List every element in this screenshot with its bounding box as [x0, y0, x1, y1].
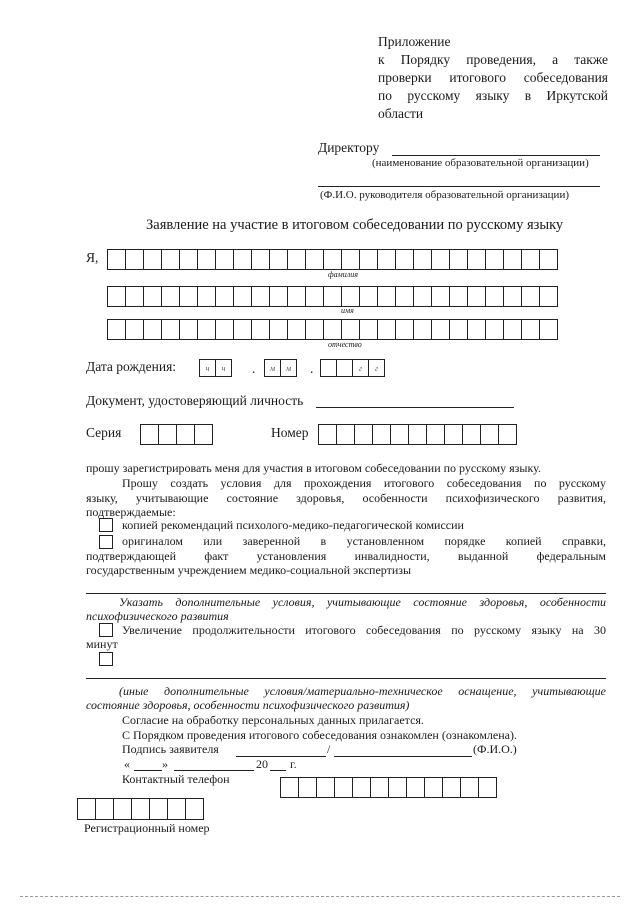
birth-month-cells[interactable] — [264, 359, 296, 377]
first-name-cell[interactable] — [125, 286, 144, 307]
birth-label: Дата рождения: — [86, 359, 177, 374]
series-cell[interactable] — [140, 424, 159, 445]
conditions-line-2: языку, учитывающие состояние здоровья, особенности психофизического развития, — [86, 491, 606, 505]
patronymic-cell[interactable] — [503, 319, 522, 340]
registration-cell[interactable] — [167, 798, 186, 820]
surname-cell[interactable] — [467, 249, 486, 270]
option-other-checkbox[interactable] — [99, 652, 113, 666]
patronymic-cell[interactable] — [269, 319, 288, 340]
birth-dot-2: . — [310, 361, 314, 376]
patronymic-cell[interactable] — [251, 319, 270, 340]
patronymic-cell[interactable] — [233, 319, 252, 340]
surname-cell[interactable] — [359, 249, 378, 270]
option-duration-line-1: Увеличение продолжительности итогового собеседования по русскому языку на 30 — [122, 623, 606, 637]
registration-cell[interactable] — [95, 798, 114, 820]
surname-caption: фамилия — [328, 270, 358, 279]
document-line[interactable] — [316, 407, 514, 408]
birth-day-cells[interactable] — [199, 359, 231, 377]
patronymic-cell[interactable] — [125, 319, 144, 340]
birth-day-cell[interactable]: ч — [215, 359, 232, 377]
divider-2 — [86, 678, 606, 679]
surname-cell[interactable] — [503, 249, 522, 270]
birth-year-cell[interactable] — [320, 359, 337, 377]
surname-cell[interactable] — [449, 249, 468, 270]
first-name-cell[interactable] — [161, 286, 180, 307]
surname-cell[interactable] — [107, 249, 126, 270]
registration-cells[interactable] — [77, 798, 203, 820]
option-disability-line-2: подтверждающей факт установления инвалидности, выданной федеральным — [86, 549, 606, 563]
first-name-cell[interactable] — [467, 286, 486, 307]
phone-cell[interactable] — [388, 777, 407, 798]
first-name-cell[interactable] — [431, 286, 450, 307]
surname-cell[interactable] — [521, 249, 540, 270]
number-cell[interactable] — [498, 424, 517, 445]
series-cells[interactable] — [140, 424, 212, 445]
patronymic-cell[interactable] — [179, 319, 198, 340]
surname-cell[interactable] — [539, 249, 558, 270]
patronymic-cell[interactable] — [467, 319, 486, 340]
patronymic-cell[interactable] — [413, 319, 432, 340]
patronymic-cell[interactable] — [305, 319, 324, 340]
appendix-line-2: проверки итогового собеседования — [378, 70, 608, 85]
first-name-cell[interactable] — [305, 286, 324, 307]
patronymic-cell[interactable] — [341, 319, 360, 340]
phone-cell[interactable] — [442, 777, 461, 798]
surname-cell[interactable] — [125, 249, 144, 270]
first-name-cell[interactable] — [503, 286, 522, 307]
surname-cell[interactable] — [287, 249, 306, 270]
first-name-cell[interactable] — [539, 286, 558, 307]
series-cell[interactable] — [158, 424, 177, 445]
birth-year-cells[interactable] — [320, 359, 384, 377]
registration-cell[interactable] — [185, 798, 204, 820]
patronymic-cell[interactable] — [449, 319, 468, 340]
surname-cell[interactable] — [143, 249, 162, 270]
phone-cell[interactable] — [478, 777, 497, 798]
surname-cells[interactable] — [107, 249, 557, 270]
patronymic-cell[interactable] — [323, 319, 342, 340]
surname-cell[interactable] — [305, 249, 324, 270]
patronymic-cell[interactable] — [143, 319, 162, 340]
patronymic-cell[interactable] — [485, 319, 504, 340]
patronymic-cell[interactable] — [377, 319, 396, 340]
option-duration-checkbox[interactable] — [99, 623, 113, 637]
registration-cell[interactable] — [113, 798, 132, 820]
number-cell[interactable] — [354, 424, 373, 445]
first-name-cells[interactable] — [107, 286, 557, 307]
patronymic-cell[interactable] — [395, 319, 414, 340]
request-paragraph: прошу зарегистрировать меня для участия в итоговом собеседовании по русскому языку. — [86, 461, 541, 475]
date-month-line[interactable] — [174, 770, 254, 771]
first-name-cell[interactable] — [197, 286, 216, 307]
birth-year-cell[interactable]: г — [368, 359, 385, 377]
number-cell[interactable] — [444, 424, 463, 445]
first-name-cell[interactable] — [269, 286, 288, 307]
first-name-cell[interactable] — [413, 286, 432, 307]
number-cell[interactable] — [408, 424, 427, 445]
other-conditions-hint-2: состояние здоровья, особенности психофизического развития) — [86, 698, 410, 712]
conditions-line-3: подтверждаемые: — [86, 505, 176, 519]
phone-cell[interactable] — [316, 777, 335, 798]
surname-cell[interactable] — [377, 249, 396, 270]
director-org-line[interactable] — [392, 155, 600, 156]
first-name-cell[interactable] — [449, 286, 468, 307]
birth-dot-1: . — [252, 361, 256, 376]
first-name-cell[interactable] — [395, 286, 414, 307]
birth-month-cell[interactable]: м — [280, 359, 297, 377]
number-cell[interactable] — [372, 424, 391, 445]
patronymic-cells[interactable] — [107, 319, 557, 340]
option-duration-line-2: минут — [86, 637, 118, 651]
phone-cells[interactable] — [280, 777, 496, 798]
phone-cell[interactable] — [370, 777, 389, 798]
first-name-cell[interactable] — [485, 286, 504, 307]
surname-cell[interactable] — [395, 249, 414, 270]
signature-fio-line[interactable] — [334, 756, 472, 757]
option-commission-label: копией рекомендаций психолого-медико-педагогической комиссии — [122, 518, 464, 532]
surname-cell[interactable] — [431, 249, 450, 270]
series-label: Серия — [86, 425, 122, 440]
first-name-cell[interactable] — [251, 286, 270, 307]
surname-cell[interactable] — [215, 249, 234, 270]
option-disability-checkbox[interactable] — [99, 535, 113, 549]
phone-cell[interactable] — [298, 777, 317, 798]
option-disability-line-1: оригиналом или заверенной в установленном порядке копией справки, — [122, 534, 606, 548]
option-commission-checkbox[interactable] — [99, 518, 113, 532]
appendix-line-3: по русскому языку в Иркутской — [378, 88, 608, 103]
registration-cell[interactable] — [77, 798, 96, 820]
first-name-cell[interactable] — [359, 286, 378, 307]
phone-label: Контактный телефон — [122, 772, 230, 786]
phone-cell[interactable] — [280, 777, 299, 798]
director-org-hint: (наименование образовательной организации) — [372, 157, 589, 169]
number-cell[interactable] — [318, 424, 337, 445]
patronymic-cell[interactable] — [161, 319, 180, 340]
date-open-quote: « — [124, 757, 130, 771]
registration-cell[interactable] — [131, 798, 150, 820]
phone-cell[interactable] — [460, 777, 479, 798]
divider-1 — [86, 593, 606, 594]
other-conditions-hint-1: (иные дополнительные условия/материально-техническое оснащение, учитывающие — [119, 684, 606, 698]
surname-cell[interactable] — [413, 249, 432, 270]
extra-conditions-hint-1: Указать дополнительные условия, учитывающие состояние здоровья, особенности — [119, 595, 606, 609]
option-disability-line-3: государственным учреждением медико-социальной экспертизы — [86, 563, 412, 577]
phone-cell[interactable] — [334, 777, 353, 798]
phone-cell[interactable] — [424, 777, 443, 798]
birth-year-cell[interactable]: г — [352, 359, 369, 377]
conditions-line-1: Прошу создать условия для прохождения итогового собеседования по русскому — [122, 476, 606, 490]
director-label: Директору — [318, 140, 380, 155]
surname-cell[interactable] — [179, 249, 198, 270]
surname-cell[interactable] — [341, 249, 360, 270]
first-name-cell[interactable] — [323, 286, 342, 307]
birth-year-cell[interactable] — [336, 359, 353, 377]
signature-fio-label: (Ф.И.О.) — [473, 742, 517, 756]
series-cell[interactable] — [176, 424, 195, 445]
number-cell[interactable] — [390, 424, 409, 445]
first-name-cell[interactable] — [287, 286, 306, 307]
registration-label: Регистрационный номер — [84, 821, 210, 835]
patronymic-cell[interactable] — [107, 319, 126, 340]
appendix-line-1: к Порядку проведения, а также — [378, 52, 608, 67]
patronymic-cell[interactable] — [539, 319, 558, 340]
patronymic-cell[interactable] — [359, 319, 378, 340]
birth-month-cell[interactable]: м — [264, 359, 281, 377]
date-close-quote: » — [162, 757, 168, 771]
surname-cell[interactable] — [251, 249, 270, 270]
page-bottom-edge — [20, 896, 620, 897]
first-name-cell[interactable] — [521, 286, 540, 307]
first-name-cell[interactable] — [143, 286, 162, 307]
surname-cell[interactable] — [233, 249, 252, 270]
phone-cell[interactable] — [406, 777, 425, 798]
familiar-text: С Порядком проведения итогового собеседования ознакомлен (ознакомлена). — [122, 728, 517, 742]
birth-day-cell[interactable]: ч — [199, 359, 216, 377]
director-fio-line[interactable] — [318, 186, 600, 187]
signature-line[interactable] — [236, 756, 326, 757]
name-prefix: Я, — [86, 250, 99, 265]
first-name-cell[interactable] — [215, 286, 234, 307]
patronymic-caption: отчество — [328, 340, 362, 349]
number-cells[interactable] — [318, 424, 516, 445]
patronymic-cell[interactable] — [215, 319, 234, 340]
signature-slash: / — [327, 742, 331, 756]
document-label: Документ, удостоверяющий личность — [86, 393, 304, 408]
surname-cell[interactable] — [485, 249, 504, 270]
surname-cell[interactable] — [197, 249, 216, 270]
number-cell[interactable] — [480, 424, 499, 445]
first-name-cell[interactable] — [179, 286, 198, 307]
first-name-cell[interactable] — [107, 286, 126, 307]
number-cell[interactable] — [426, 424, 445, 445]
first-name-cell[interactable] — [233, 286, 252, 307]
appendix-line-4: области — [378, 106, 424, 121]
surname-cell[interactable] — [161, 249, 180, 270]
first-name-cell[interactable] — [341, 286, 360, 307]
surname-cell[interactable] — [269, 249, 288, 270]
number-label: Номер — [271, 425, 309, 440]
patronymic-cell[interactable] — [431, 319, 450, 340]
first-name-cell[interactable] — [377, 286, 396, 307]
date-day-line[interactable] — [134, 770, 162, 771]
appendix-title: Приложение — [378, 34, 451, 49]
date-year-suffix: г. — [290, 757, 297, 771]
series-cell[interactable] — [194, 424, 213, 445]
extra-conditions-hint-2: психофизического развития — [86, 609, 229, 623]
registration-cell[interactable] — [149, 798, 168, 820]
first-name-caption: имя — [341, 306, 354, 315]
phone-cell[interactable] — [352, 777, 371, 798]
surname-cell[interactable] — [323, 249, 342, 270]
consent-text: Согласие на обработку персональных данных прилагается. — [122, 713, 424, 727]
page-title: Заявление на участие в итоговом собеседовании по русскому языку — [146, 217, 564, 233]
director-fio-hint: (Ф.И.О. руководителя образовательной организации) — [320, 189, 569, 201]
number-cell[interactable] — [336, 424, 355, 445]
signature-label: Подпись заявителя — [122, 742, 219, 756]
number-cell[interactable] — [462, 424, 481, 445]
patronymic-cell[interactable] — [197, 319, 216, 340]
patronymic-cell[interactable] — [287, 319, 306, 340]
date-year-line[interactable] — [270, 770, 286, 771]
date-year-prefix: 20 — [256, 757, 268, 771]
patronymic-cell[interactable] — [521, 319, 540, 340]
